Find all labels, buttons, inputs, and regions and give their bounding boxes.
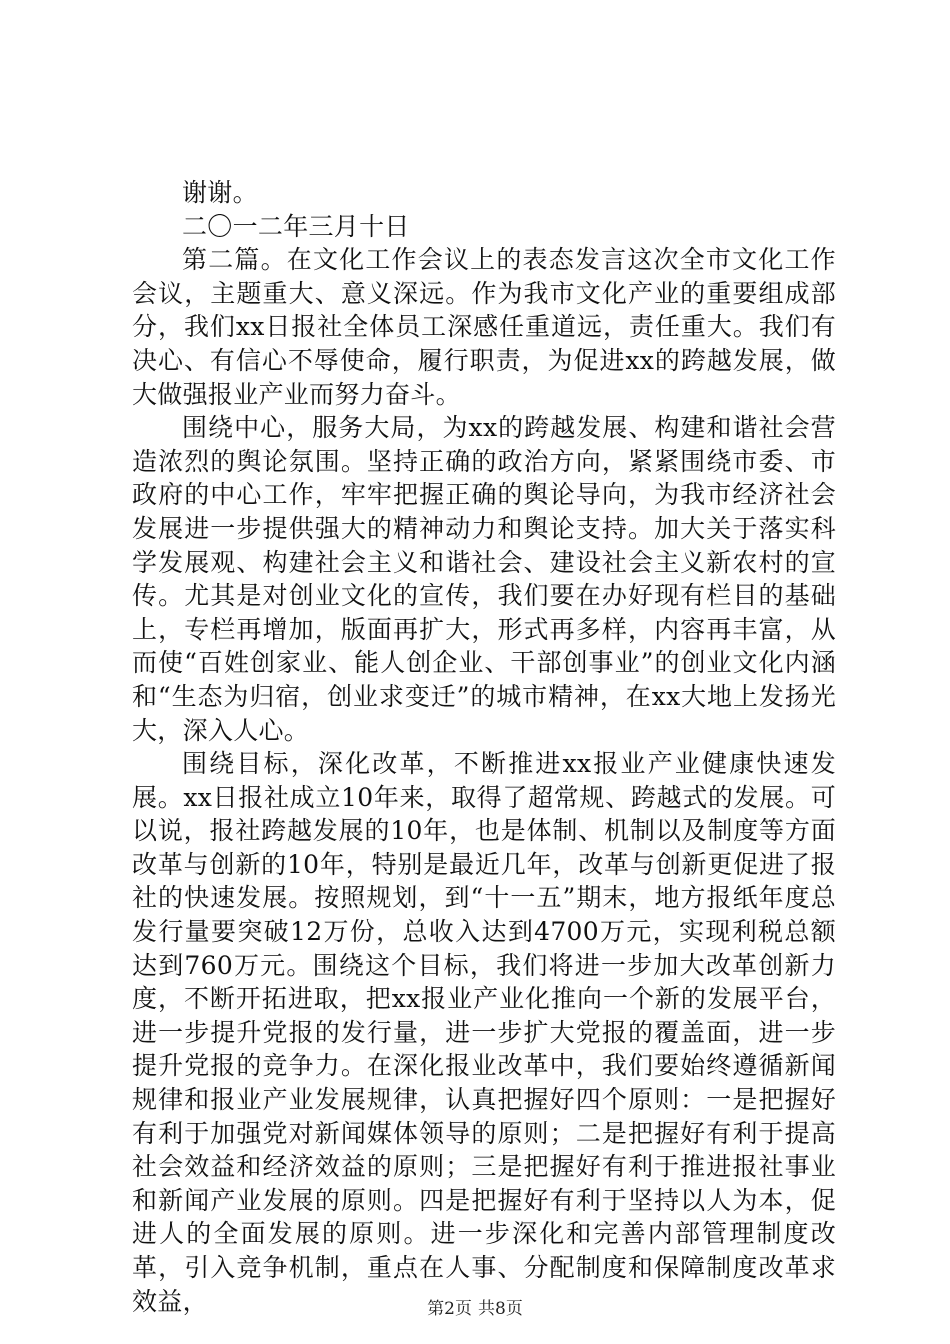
paragraph-thanks: 谢谢。 bbox=[182, 178, 258, 207]
page-footer bbox=[0, 1298, 950, 1320]
page-total: 共8页 bbox=[478, 1299, 523, 1319]
paragraph-reform: 围绕目标，深化改革，不断推进xx报业产业健康快速发展。xx日报社成立10年来，取得了超常规、跨越式的发展。可以说，报社跨越发展的10年，也是体制、机制以及制度等方面改革与创新的10年，特别是最近几年，改革与创新更促进了报社的快速发展。按照规划，到“十一五”期末，地方报纸年度总发行量要突破12万份，总收入达到4700万元，实现利税总额达到760万元。围绕这个目标，我们将进一步加大改革创新力度，不断开拓进取，把xx报业产业化推向一个新的发展平台，进一步提升党报的发行量，进一步扩大党报的覆盖面，进一步提升党报的竞争力。在深化报业改革中，我们要始终遵循新闻规律和报业产业发展规律，认真把握好四个原则：一是把握好有利于加强党对新闻媒体领导的原则；二是把握好有利于提高社会效益和经济效益的原则；三是把握好有利于推进报社事业和新闻产业发展的原则。四是把握好有利于坚持以人为本，促进人的全面发展的原则。进一步深化和完善内部管理制度改革，引入竞争机制，重点在人事、分配制度和保障制度改革求效益， bbox=[132, 749, 836, 1316]
paragraph-date: 二〇一二年三月十日 bbox=[182, 211, 410, 241]
paragraph-intro: 第二篇。在文化工作会议上的表态发言这次全市文化工作会议，主题重大、意义深远。作为我市文化产业的重要组成部分，我们xx日报社全体员工深感任重道远，责任重大。我们有决心、有信心不辱使命，履行职责，为促进xx的跨越发展，做大做强报业产业而努力奋斗。 bbox=[132, 245, 836, 409]
paragraph-center: 围绕中心，服务大局，为xx的跨越发展、构建和谐社会营造浓烈的舆论氛围。坚持正确的政治方向，紧紧围绕市委、市政府的中心工作，牢牢把握正确的舆论导向，为我市经济社会发展进一步提供强大的精神动力和舆论支持。加大关于落实科学发展观、构建社会主义和谐社会、建设社会主义新农村的宣传。尤其是对创业文化的宣传，我们要在办好现有栏目的基础上，专栏再增加，版面再扩大，形式再多样，内容再丰富，从而使“百姓创家业、能人创企业、干部创事业”的创业文化内涵和“生态为归宿，创业求变迁”的城市精神，在xx大地上发扬光大，深入人心。 bbox=[132, 413, 836, 745]
page-number: 第2页 bbox=[427, 1299, 472, 1319]
document-body bbox=[132, 176, 836, 1318]
